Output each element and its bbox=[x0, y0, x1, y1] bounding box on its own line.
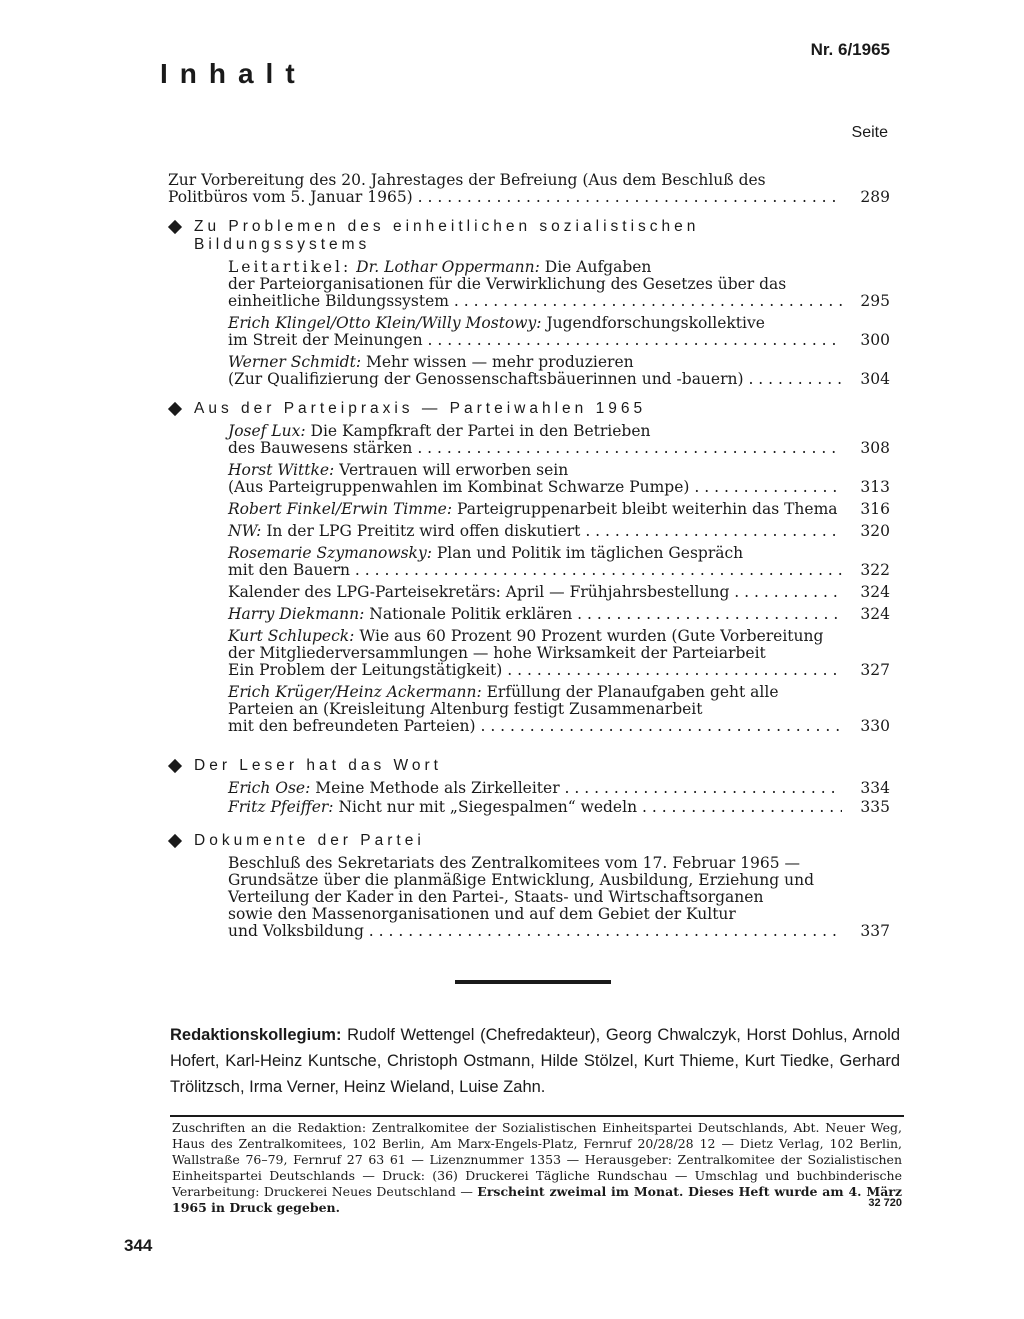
entry-line: im Streit der Meinungen . . . bbox=[228, 332, 842, 349]
entry-author: Werner Schmidt: bbox=[228, 353, 362, 371]
page-ref: 324 bbox=[860, 605, 890, 623]
entry-author: Erich Krüger/Heinz Ackermann: bbox=[228, 683, 482, 701]
diamond-bullet-icon bbox=[168, 402, 182, 416]
page-ref: 322 bbox=[860, 561, 890, 579]
toc-entry[interactable] bbox=[228, 628, 892, 679]
table-of-contents bbox=[166, 172, 892, 940]
page-ref: 320 bbox=[860, 522, 890, 540]
entry-line: Zur Vorbereitung des 20. Jahrestages der Befreiung (Aus dem Beschluß des bbox=[168, 171, 766, 189]
toc-entry[interactable] bbox=[228, 684, 892, 735]
entry-line: und Volksbildung . . . bbox=[228, 923, 842, 940]
issue-number: Nr. 6/1965 bbox=[810, 40, 890, 59]
section-title: Der Leser hat das Wort bbox=[194, 757, 442, 774]
toc-entry[interactable] bbox=[228, 780, 892, 797]
toc-section bbox=[166, 757, 892, 816]
entry-line: Mehr wissen — mehr produzieren bbox=[366, 353, 634, 371]
imprint-divider bbox=[170, 1115, 904, 1117]
section-divider bbox=[455, 980, 611, 984]
entry-author: Harry Diekmann: bbox=[228, 605, 365, 623]
toc-section bbox=[166, 218, 892, 388]
page-ref: 295 bbox=[860, 292, 890, 310]
toc-entry[interactable] bbox=[228, 315, 892, 349]
entry-line: (Zur Qualifizierung der Genossenschaftsbäuerinnen und -bauern) . . . bbox=[228, 371, 842, 388]
page-ref: 337 bbox=[860, 922, 890, 940]
entry-line: des Bauwesens stärken . . . bbox=[228, 440, 842, 457]
toc-entry[interactable] bbox=[228, 501, 892, 518]
entry-line: einheitliche Bildungssystem . . . bbox=[228, 293, 842, 310]
entry-line: Meine Methode als Zirkelleiter . . . bbox=[315, 780, 842, 797]
entry-author: NW: bbox=[228, 522, 262, 540]
toc-entry[interactable] bbox=[228, 799, 892, 816]
section-title: Dokumente der Partei bbox=[194, 832, 425, 849]
toc-intro-entry[interactable] bbox=[166, 172, 892, 206]
entry-author: Kurt Schlupeck: bbox=[228, 627, 355, 645]
page-number: 344 bbox=[124, 1236, 153, 1255]
diamond-bullet-icon bbox=[168, 834, 182, 848]
entry-line: Verteilung der Kader in den Partei-, Staats- und Wirtschaftsorganen bbox=[228, 888, 764, 906]
entry-line: In der LPG Preititz wird offen diskutiert . . . bbox=[266, 523, 842, 540]
seite-column-label: Seite bbox=[851, 124, 888, 141]
editorial-board-names: Rudolf Wettengel (Chefredakteur), Georg Chwalczyk, Horst Dohlus, Arnold Hofert, Karl-Heinz Kuntsche, Christoph Ostmann, Hilde Stölzel, Kurt Thieme, Kurt Tiedke, Gerhard Trölitzsch, Irma Verner, Heinz Wieland, Luise Zahn. bbox=[170, 1026, 900, 1096]
entry-line: Nationale Politik erklären . . . bbox=[369, 606, 842, 623]
entry-author: Erich Klingel/Otto Klein/Willy Mostowy: bbox=[228, 314, 542, 332]
toc-entry[interactable] bbox=[228, 545, 892, 579]
entry-line: Politbüros vom 5. Januar 1965) . . . bbox=[168, 189, 842, 206]
entry-line: Grundsätze über die planmäßige Entwicklung, Ausbildung, Erziehung und bbox=[228, 871, 814, 889]
entry-line: Kalender des LPG-Parteisekretärs: April — Frühjahrsbestellung . . . bbox=[228, 584, 842, 601]
entry-line: Nicht nur mit „Siegespalmen“ wedeln . . . bbox=[338, 799, 842, 816]
toc-entry[interactable] bbox=[228, 423, 892, 457]
print-code: 32 720 bbox=[868, 1197, 902, 1209]
diamond-bullet-icon bbox=[168, 220, 182, 234]
toc-entry[interactable] bbox=[228, 523, 892, 540]
toc-entry[interactable] bbox=[228, 354, 892, 388]
entry-line: Parteien an (Kreisleitung Altenburg festigt Zusammenarbeit bbox=[228, 700, 703, 718]
entry-author: Dr. Lothar Oppermann: bbox=[356, 258, 540, 276]
page-ref: 308 bbox=[860, 439, 890, 457]
editorial-board bbox=[170, 1022, 900, 1100]
page-ref: 330 bbox=[860, 717, 890, 735]
entry-line: der Mitgliederversammlungen — hohe Wirksamkeit der Parteiarbeit bbox=[228, 644, 766, 662]
entry-line: mit den Bauern . . . bbox=[228, 562, 842, 579]
page-ref: 313 bbox=[860, 478, 890, 496]
toc-entry[interactable] bbox=[228, 584, 892, 601]
entry-line: sowie den Massenorganisationen und auf dem Gebiet der Kultur bbox=[228, 905, 736, 923]
entry-line: Die Kampfkraft der Partei in den Betrieben bbox=[310, 422, 651, 440]
entry-line: Jugendforschungskollektive bbox=[546, 314, 765, 332]
entry-line: Beschluß des Sekretariats des Zentralkomitees vom 17. Februar 1965 — bbox=[228, 854, 801, 872]
imprint-text: Zuschriften an die Redaktion: Zentralkomitee der Sozialistischen Einheitspartei Deutschlands, Abt. Neuer Weg, Haus des Zentralkomitees, 102 Berlin, Am Marx-Engels-Platz, Fernruf 20/28/28 12 — Dietz Verlag, 102 Berlin, Wallstraße 76–79, Fernruf 27 63 61 — Lizenznummer 1353 — Herausgeber: Zentralkomitee der Sozialistischen Einheitspartei Deutschlands — Druck: (36) Druckerei Tägliche Rundschau — Umschlag und buchbinderische Verarbeitung: Druckerei Neues Deutschland — bbox=[172, 1120, 902, 1199]
entry-line: Wie aus 60 Prozent 90 Prozent wurden (Gute Vorbereitung bbox=[359, 627, 824, 645]
toc-entry[interactable] bbox=[228, 855, 892, 940]
entry-author: Rosemarie Szymanowsky: bbox=[228, 544, 432, 562]
page-ref: 334 bbox=[860, 779, 890, 797]
page-ref: 304 bbox=[860, 370, 890, 388]
imprint-publication-note: Erscheint zweimal im Monat. Dieses Heft wurde am 4. März 1965 in Druck gegeben. bbox=[172, 1184, 902, 1215]
page-ref: 324 bbox=[860, 583, 890, 601]
entry-line: Erfüllung der Planaufgaben geht alle bbox=[486, 683, 779, 701]
page-ref: 316 bbox=[860, 500, 890, 518]
entry-line: Vertrauen will erworben sein bbox=[339, 461, 569, 479]
entry-line: (Aus Parteigruppenwahlen im Kombinat Schwarze Pumpe) . . . bbox=[228, 479, 842, 496]
entry-author: Erich Ose: bbox=[228, 779, 311, 797]
entry-line: der Parteiorganisationen für die Verwirklichung des Gesetzes über das bbox=[228, 275, 787, 293]
toc-entry[interactable] bbox=[228, 259, 892, 310]
editorial-board-label: Redaktionskollegium: bbox=[170, 1026, 342, 1044]
toc-entry[interactable] bbox=[228, 462, 892, 496]
diamond-bullet-icon bbox=[168, 759, 182, 773]
entry-line: Ein Problem der Leitungstätigkeit) . . . bbox=[228, 662, 842, 679]
section-title: Aus der Parteipraxis — Parteiwahlen 1965 bbox=[194, 400, 647, 417]
entry-author: Fritz Pfeiffer: bbox=[228, 798, 334, 816]
section-title: Zu Problemen des einheitlichen sozialistischen Bildungssystems bbox=[194, 218, 700, 253]
entry-prefix: Leitartikel: bbox=[228, 258, 352, 276]
entry-line: Plan und Politik im täglichen Gespräch bbox=[436, 544, 744, 562]
entry-author: Josef Lux: bbox=[228, 422, 306, 440]
page-title: Inhalt bbox=[160, 58, 307, 89]
entry-author: Robert Finkel/Erwin Timme: bbox=[228, 500, 453, 518]
entry-author: Horst Wittke: bbox=[228, 461, 335, 479]
entry-line: mit den befreundeten Parteien) . . . bbox=[228, 718, 842, 735]
page-ref: 335 bbox=[860, 798, 890, 816]
page-ref: 327 bbox=[860, 661, 890, 679]
entry-line: Die Aufgaben bbox=[544, 258, 652, 276]
page-ref: 300 bbox=[860, 331, 890, 349]
toc-entry[interactable] bbox=[228, 606, 892, 623]
toc-section bbox=[166, 400, 892, 735]
entry-line: Parteigruppenarbeit bleibt weiterhin das Thema bbox=[456, 500, 838, 518]
page-ref: 289 bbox=[860, 188, 890, 206]
toc-section bbox=[166, 832, 892, 940]
imprint bbox=[172, 1120, 902, 1216]
